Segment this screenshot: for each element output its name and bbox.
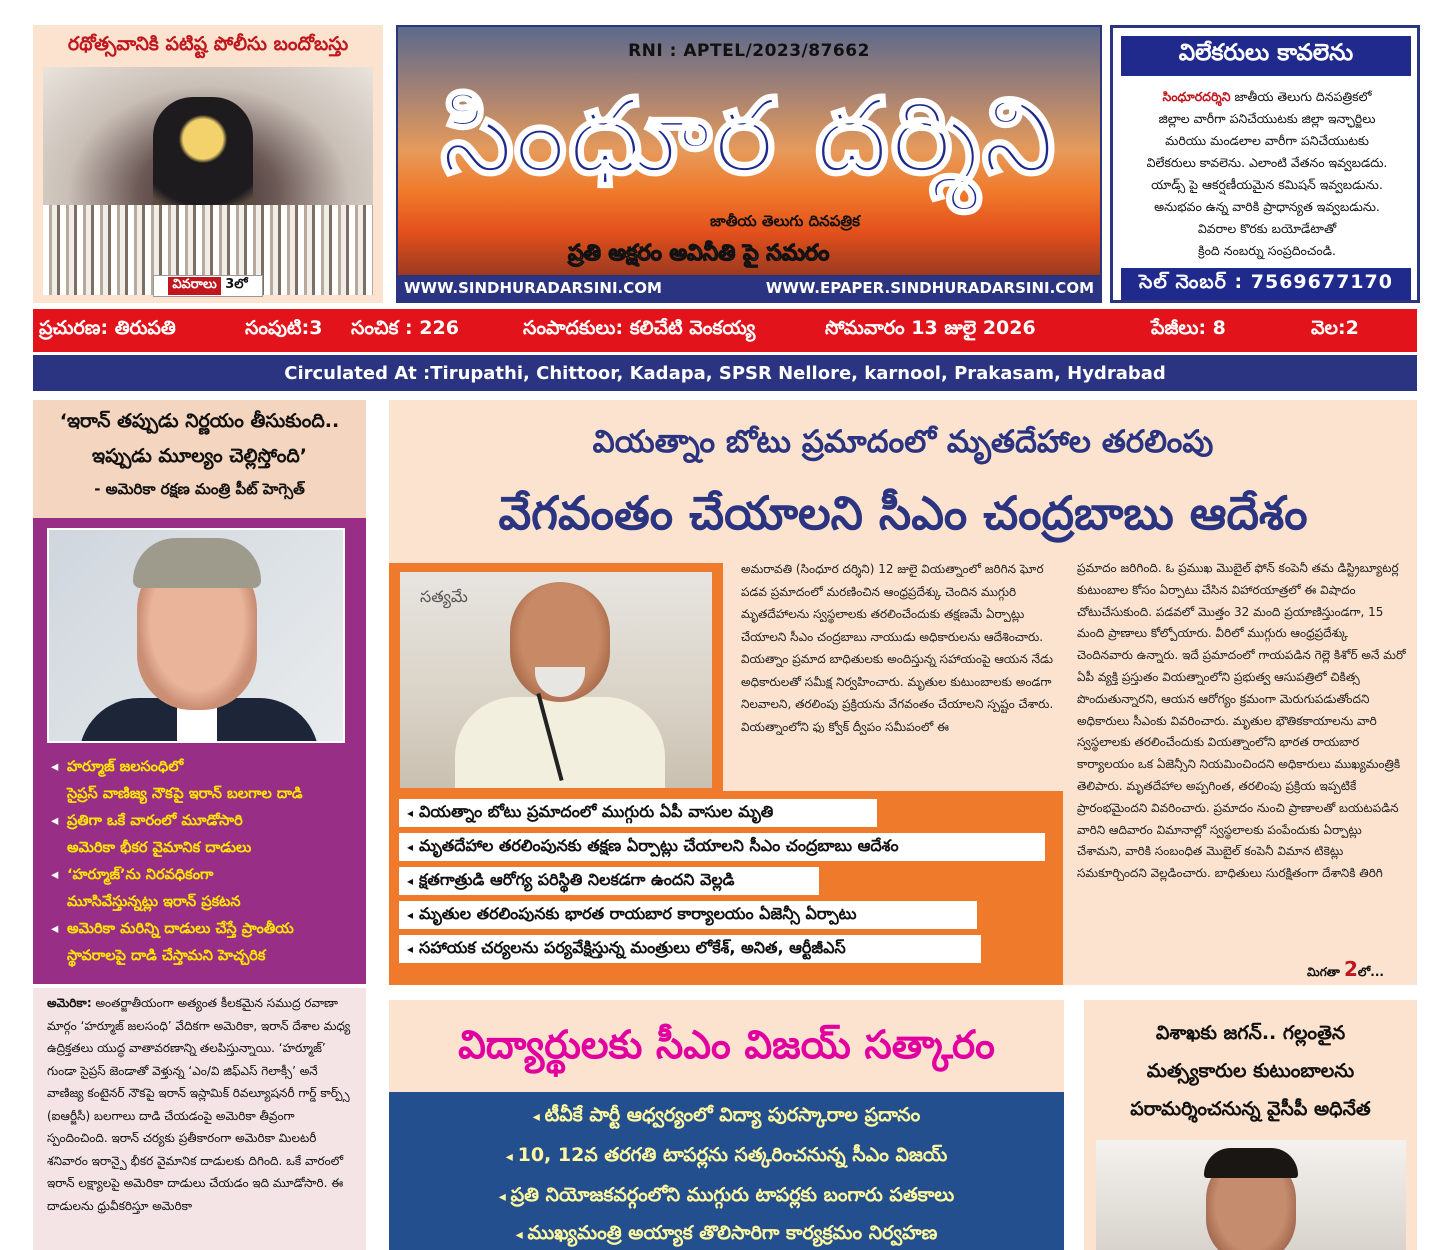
jagan-story <box>1084 1000 1417 1250</box>
highlight-item: ◂ 10, 12వ తరగతి టాపర్లను సత్కరించనున్న సీఎం విజయ్ <box>389 1144 1064 1171</box>
url-bar <box>398 275 1100 301</box>
ad-body: సింధూరదర్శిని జాతీయ తెలుగు దినపత్రికలో జిల్లాల వారీగా పనిచేయుటకు జిల్లా ఇన్ఛార్జిలు మరియు మండలాల వారీగా పనిచేయుటకు విలేకరులు కావలెను. ఎలాంటి వేతనం ఇవ్వబడదు. యాడ్స్ పై ఆకర్షణీయమైన కమిషన్ ఇవ్వబడును. అనుభవం ఉన్న వారికి ప్రాధాన్యత ఇవ్వబడును. వివరాల కొరకు బయోడేటాతో క్రింది నంబర్ను సంప్రదించండి. <box>1146 89 1388 258</box>
article-dateline: అమెరికా: <box>47 996 92 1010</box>
lead-kicker: వియత్నాం బోటు ప్రమాదంలో మృతదేహాల తరలింపు <box>592 424 1214 460</box>
article-text: అంతర్జాతీయంగా అత్యంత కీలకమైన సముద్ర రవాణా మార్గం ‘హర్మూజ్ జలసంధి’ వేదికగా అమెరికా, ఇరాన్ దేశాల మధ్య ఉద్రిక్తతలు యుద్ధ వాతావరణాన్ని తలపిస్తున్నాయి. ‘హర్మూజ్’ గుండా సైప్రస్ జెండాతో వెళ్తున్న ‘ఎం/వి జిఫ్ఎస్ గెలాక్సీ’ అనే వాణిజ్య కంటైనర్ నౌకపై ఇరాన్ ఇస్లామిక్ రివల్యూషనరీ గార్డ్ కార్ప్స్ (ఐఆర్జీసీ) బలగాలు దాడి చేయడంపై అమెరికా తీవ్రంగా స్పందించింది. ఇరాన్ చర్యకు ప్రతీకారంగా అమెరికా మిలటరీ శనివారం ఇరాన్పై భీకర వైమానిక దాడులకు దిగింది. ఒకే వారంలో ఇరాన్ లక్ష్యాలపై అమెరికా దాడులు చేయడం ఇది మూడోసారి. ఈ దాడులను ధ్రువీకరిస్తూ అమెరికా <box>47 996 351 1213</box>
publication-place: ప్రచురణ: తిరుపతి <box>39 317 176 339</box>
highlight-item: ◂ టీవీకే పార్టీ ఆధ్వర్యంలో విద్యా పురస్కారాల ప్రదానం <box>389 1104 1064 1131</box>
jagan-headline: విశాఖకు జగన్.. గల్లంతైన మత్స్యకారుల కుటుంబాలను పరామర్శించనున్న వైసీపీ అధినేత <box>1130 1022 1371 1120</box>
hegseth-photo <box>47 528 345 743</box>
photo-caption: రథోత్సవానికి పటిష్ట పోలీసు బందోబస్తు <box>67 33 349 55</box>
epaper-link[interactable]: WWW.EPAPER.SINDHURADARSINI.COM <box>765 279 1094 297</box>
list-item: ◂ అమెరికా మరిన్ని దాడులు చేస్తే ప్రాంతీయ స్థావరాలపై దాడి చేస్తామని హెచ్చరిక <box>51 916 356 970</box>
vijay-headline: విద్యార్థులకు సీఎం విజయ్ సత్కారం <box>458 1023 995 1068</box>
newspaper-tagline: ప్రతి అక్షరం అవినీతి పై సమరం <box>568 241 830 266</box>
newspaper-subtitle: జాతీయ తెలుగు దినపత్రిక <box>710 212 860 230</box>
editor: సంపాదకులు: కలిచేటి వెంకయ్య <box>523 317 756 339</box>
lead-highlights <box>389 791 1063 985</box>
issue-number: సంచిక : 226 <box>351 317 459 339</box>
issue-info-bar <box>33 309 1417 352</box>
quote-line-1: ‘ఇరాన్ తప్పుడు నిర్ణయం తీసుకుంది.. <box>59 410 340 432</box>
page-count: పేజీలు: 8 <box>1151 317 1226 339</box>
cell-number[interactable]: సెల్ నెంబర్ : 7569677170 <box>1121 268 1411 300</box>
festival-photo-box <box>33 25 383 303</box>
highlight-item: ◂ ముఖ్యమంత్రి అయ్యాక తొలిసారిగా కార్యక్రమం నిర్వహణ <box>389 1222 1064 1249</box>
cm-photo-frame <box>389 563 723 791</box>
website-link[interactable]: WWW.SINDHURADARSINI.COM <box>404 279 662 297</box>
quote-attribution: - అమెరికా రక్షణ మంత్రి పీట్ హెగ్సెత్ <box>94 480 305 498</box>
circulation-bar: Circulated At :Tirupathi, Chittoor, Kadapa, SPSR Nellore, karnool, Prakasam, Hydrabad <box>33 355 1417 391</box>
vijay-highlights <box>389 1092 1064 1250</box>
highlight-item: ◂ క్షతగాత్రుడి ఆరోగ్య పరిస్థితి నిలకడగా ఉందని వెల్లడి <box>399 867 819 895</box>
iran-bullet-list <box>51 754 356 970</box>
highlight-item: ◂ వియత్నాం బోటు ప్రమాదంలో ముగ్గురు ఏపీ వాసుల మృతి <box>399 799 877 827</box>
quote-box <box>33 400 366 518</box>
quote-line-2: ఇప్పుడు మూల్యం చెల్లిస్తోంది’ <box>92 445 307 467</box>
iran-story-box <box>33 518 366 984</box>
list-item: ◂ ‘హర్మూజ్’ను నిరవధికంగా మూసివేస్తున్నట్లు ఇరాన్ ప్రకటన <box>51 862 356 916</box>
newspaper-title: సింధూర దర్శిని <box>440 75 1058 197</box>
lead-text-col-2: ప్రమాదం జరిగింది. ఓ ప్రముఖ మొబైల్ ఫోన్ కంపెనీ తమ డిస్ట్రిబ్యూటర్ల కుటుంబాల కోసం ఏర్పాటు చేసిన విహారయాత్రలో ఈ విషాదం చోటుచేసుకుంది. పడవలో మొత్తం 32 మంది ప్రయాణిస్తుండగా, 15 మంది ప్రాణాలు కోల్పోయారు. వీరిలో ముగ్గురు ఆంధ్రప్రదేశ్కు చెందినవారు ఉన్నారు. ఇదే ప్రమాదంలో గాయపడిన గెల్లె కిశోర్ అనే మరో ఏపీ వ్యక్తి ప్రస్తుతం వియత్నాంలోని ప్రభుత్వ ఆసుపత్రిలో చికిత్స పొందుతున్నారని, ఆయన ఆరోగ్యం క్రమంగా మెరుగుపడుతోందని అధికారులు సీఎంకు వివరించారు. మృతుల భౌతికకాయాలను వారి స్వస్థలాలకు తరలించేందుకు వియత్నాంలోని భారత రాయబార కార్యాలయం ఒక ఏజెన్సీని నియమించిందని అధికారులు ముఖ్యమంత్రికి తెలిపారు. మృతదేహాల అప్పగింత, తరలింపు ప్రక్రియ ఇప్పటికే ప్రారంభమైందని వివరించారు. ప్రమాదం నుంచి ప్రాణాలతో బయటపడిన వారిని ఆదివారం విమానాల్లో స్వస్థలాలకు పంపేందుకు ఏర్పాట్లు చేశామని, వారికి సంబంధిత మొబైల్ కంపెనీ విమాన టికెట్లు సమకూర్చిందని వెల్లడించారు. బాధితులు సురక్షితంగా దేశానికి తిరిగి <box>1077 561 1406 881</box>
details-link[interactable]: వివరాలు 3లో <box>153 275 263 297</box>
list-item: ◂ హర్మూజ్ జలసంధిలో సైప్రస్ వాణిజ్య నౌకపై ఇరాన్ బలగాల దాడి <box>51 754 356 808</box>
ad-heading: విలేకరులు కావలెను <box>1121 36 1411 76</box>
lead-headline: వేగవంతం చేయాలని సీఎం చంద్రబాబు ఆదేశం <box>498 486 1308 540</box>
highlight-item: ◂ మృతదేహాల తరలింపునకు తక్షణ ఏర్పాట్లు చేయాలని సీఎం చంద్రబాబు ఆదేశం <box>399 833 1045 861</box>
festival-photo <box>43 67 373 295</box>
issue-date: సోమవారం 13 జులై 2026 <box>825 317 1036 339</box>
jagan-photo <box>1096 1140 1406 1250</box>
price: వెల:2 <box>1311 317 1359 339</box>
reporters-wanted-ad <box>1110 25 1420 303</box>
lead-story <box>389 400 1417 985</box>
rni-number: RNI : APTEL/2023/87662 <box>628 41 870 61</box>
masthead <box>396 25 1102 303</box>
highlight-item: ◂ సహాయక చర్యలను పర్యవేక్షిస్తున్న మంత్రులు లోకేశ్, అనిత, ఆర్టీజీఎస్ <box>399 935 981 963</box>
cm-photo: సత్యమే <box>400 572 712 788</box>
volume: సంపుటి:3 <box>245 317 323 339</box>
list-item: ◂ ప్రతిగా ఒకే వారంలో మూడోసారి అమెరికా భీకర వైమానిక దాడులు <box>51 808 356 862</box>
continued-link[interactable]: మిగతా 2లో... <box>1307 957 1384 981</box>
iran-article <box>33 988 366 1250</box>
vijay-story <box>389 1000 1064 1250</box>
lead-text-col-1: అమరావతి (సింధూర దర్శిని) 12 జులై వియత్నాంలో జరిగిన ఘోర పడవ ప్రమాదంలో మరణించిన ఆంధ్రప్రదేశ్కు చెందిన ముగ్గురి మృతదేహాలను స్వస్థలాలకు తరలించేందుకు తక్షణమే ఏర్పాట్లు చేయాలని సీఎం చంద్రబాబు నాయుడు అధికారులను ఆదేశించారు. వియత్నాం ప్రమాద బాధితులకు అందిస్తున్న సహాయంపై ఆయన నేడు అధికారులతో సమీక్ష నిర్వహించారు. మృతుల కుటుంబాలకు అండగా నిలవాలని, తరలింపు ప్రక్రియను వేగవంతం చేయాలని స్పష్టం చేశారు. వియత్నాంలోని ఫు క్వోక్ ద్వీపం సమీపంలో ఈ <box>741 562 1054 734</box>
highlight-item: ◂ ప్రతి నియోజకవర్గంలోని ముగ్గురు టాపర్లకు బంగారు పతకాలు <box>389 1184 1064 1211</box>
highlight-item: ◂ మృతుల తరలింపునకు భారత రాయబార కార్యాలయం ఏజెన్సీ ఏర్పాటు <box>399 901 977 929</box>
